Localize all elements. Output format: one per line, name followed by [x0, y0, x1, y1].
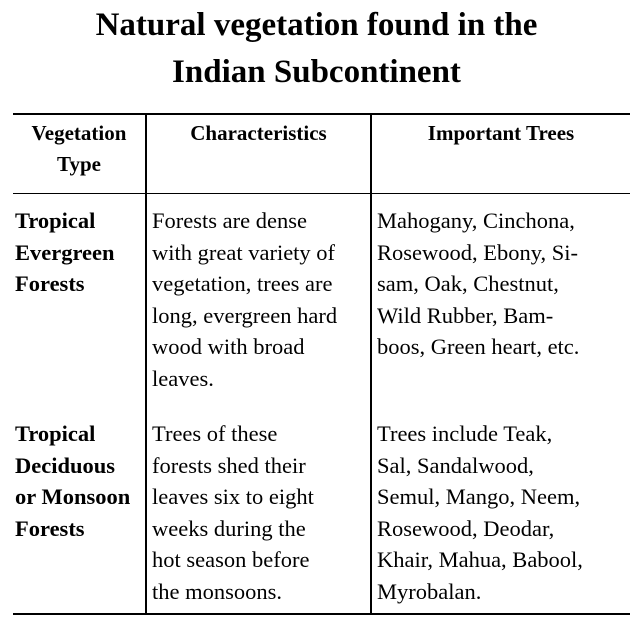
column-divider-1 [145, 113, 147, 615]
cell-text-line: weeks during the [152, 515, 306, 541]
cell-text-line: forests shed their [152, 452, 306, 478]
cell-text-line: long, evergreen hard [152, 302, 338, 328]
row-2-characteristics [152, 418, 314, 607]
header-vegetation-type [13, 118, 145, 180]
header-text-line: Important Trees [427, 121, 575, 145]
header-bottom-rule [13, 193, 630, 194]
cell-text-line: Trees include Teak, [377, 421, 553, 446]
cell-text-line: with great variety of [152, 239, 336, 265]
cell-text-line: Trees of these [152, 421, 278, 446]
header-important-trees [372, 118, 630, 149]
cell-text-line: vegetation, trees are [152, 271, 333, 296]
column-divider-2 [370, 113, 372, 615]
cell-text-line: Sal, Sandalwood, [377, 452, 534, 478]
row-1-vegetation-type [15, 205, 115, 300]
cell-text-line: Forests are dense [152, 208, 307, 233]
cell-text-line: Tropical [15, 208, 96, 233]
row-2-important-trees [377, 418, 583, 607]
cell-text-line: Rosewood, Ebony, Si- [377, 239, 579, 265]
cell-text-line: Tropical [15, 421, 96, 446]
cell-text-line: hot season before [152, 547, 310, 572]
cell-text-line: Myrobalan. [377, 578, 482, 604]
cell-text-line: Wild Rubber, Bam- [377, 302, 554, 328]
cell-text-line: boos, Green heart, etc. [377, 334, 580, 359]
cell-text-line: Evergreen [15, 239, 115, 265]
cell-text-line: Forests [15, 515, 85, 541]
header-text-line: Characteristics [190, 121, 327, 145]
cell-text-line: Deciduous [15, 452, 116, 478]
vegetation-table [13, 113, 630, 615]
cell-text-line: Forests [15, 271, 85, 296]
header-text-line: Type [57, 152, 101, 176]
table-top-rule [13, 113, 630, 115]
cell-text-line: Mahogany, Cinchona, [377, 208, 575, 233]
page-title-line-2: Indian Subcontinent [172, 54, 461, 90]
cell-text-line: sam, Oak, Chestnut, [377, 271, 559, 296]
cell-text-line: Rosewood, Deodar, [377, 515, 555, 541]
cell-text-line: or Monsoon [15, 484, 131, 509]
table-bottom-rule [13, 613, 630, 615]
row-1-important-trees [377, 205, 579, 363]
page-title [0, 2, 633, 96]
cell-text-line: Semul, Mango, Neem, [377, 484, 581, 509]
cell-text-line: leaves. [152, 365, 214, 391]
cell-text-line: Khair, Mahua, Babool, [377, 547, 583, 572]
row-2-vegetation-type [15, 418, 130, 544]
header-text-line: Vegetation [31, 121, 127, 145]
cell-text-line: wood with broad [152, 334, 305, 359]
page-title-line-1: Natural vegetation found in the [95, 7, 538, 43]
cell-text-line: leaves six to eight [152, 484, 314, 509]
cell-text-line: the monsoons. [152, 578, 283, 604]
row-1-characteristics [152, 205, 337, 394]
header-characteristics [147, 118, 370, 149]
